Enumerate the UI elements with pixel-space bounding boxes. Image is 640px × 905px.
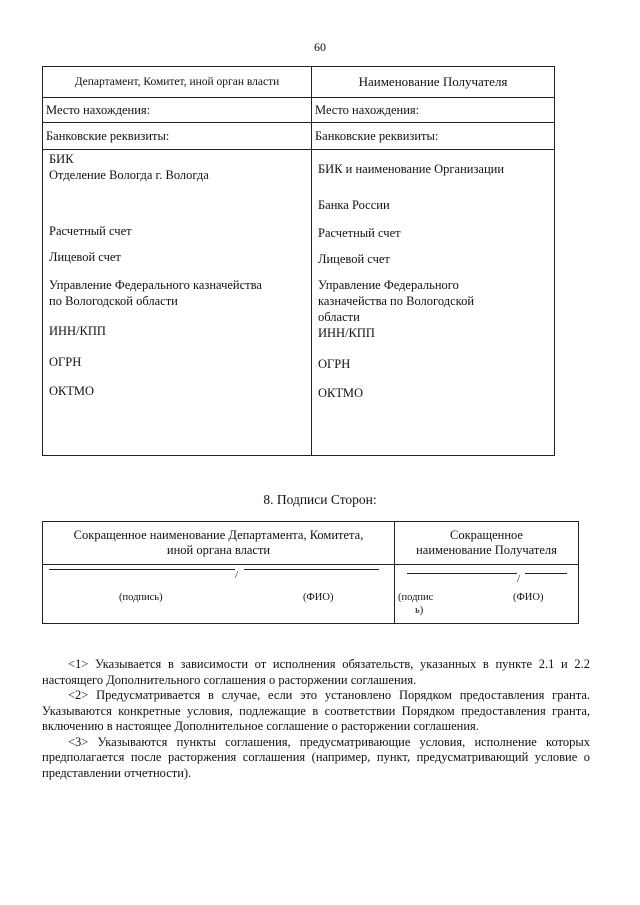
recipient-header-line-2: наименование Получателя: [416, 543, 557, 557]
left-treasury-line-2: по Вологодской области: [49, 294, 178, 308]
right-treasury-line-3: области: [318, 310, 360, 324]
department-sign-caption: (подпись): [119, 592, 163, 603]
recipient-slash: /: [517, 573, 521, 585]
location-row: [43, 98, 555, 123]
department-signature-line: [49, 569, 235, 570]
footnote-2: <2> Предусматривается в случае, если это установлено Порядком предоставления гранта. Указываются конкретные условия, подлежащие в соответствии Порядком предоставления гранта, включению в настоящее Дополнительное соглашение о расторжении соглашения.: [42, 688, 590, 733]
left-bik: БИК: [49, 152, 74, 166]
right-ogrn: ОГРН: [318, 357, 351, 371]
bank-right: Банковские реквизиты:: [312, 123, 555, 150]
recipient-signature-line: [407, 573, 517, 574]
department-fio-caption: (ФИО): [303, 592, 334, 603]
bank-left: Банковские реквизиты:: [43, 123, 312, 150]
left-branch: Отделение Вологда г. Вологда: [49, 168, 209, 182]
footnote-1: <1> Указывается в зависимости от исполнения обязательств, указанных в пункте 2.1 и 2.2 настоящего Дополнительного соглашения о расторжении соглашения.: [42, 657, 590, 687]
right-bik: БИК и наименование Организации: [318, 162, 505, 176]
department-signature-cell: [43, 565, 395, 624]
recipient-details: [315, 152, 551, 452]
recipient-fio-line: [525, 573, 567, 574]
department-fio-line: [244, 569, 379, 570]
left-inn-kpp: ИНН/КПП: [49, 324, 106, 338]
left-ogrn: ОГРН: [49, 355, 82, 369]
left-settlement-account: Расчетный счет: [49, 224, 132, 238]
requisites-header-row: [43, 67, 555, 98]
right-treasury-line-1: Управление Федерального: [318, 278, 459, 292]
recipient-fio-caption: (ФИО): [513, 592, 544, 603]
footnote-3: <3> Указываются пункты соглашения, предусматривающие условия, исполнение которых предполагается после расторжения соглашения (например, пункт, предусматривающий условие о представлении отчетности).: [42, 734, 590, 780]
details-row: [43, 150, 555, 456]
right-bank-of-russia: Банка России: [318, 198, 390, 212]
left-personal-account: Лицевой счет: [49, 250, 121, 264]
left-treasury-line-1: Управление Федерального казначейства: [49, 278, 262, 292]
location-right: Место нахождения:: [312, 98, 555, 123]
footnotes: [42, 657, 590, 781]
recipient-signature-cell: [395, 565, 579, 624]
department-header-line-1: Сокращенное наименование Департамента, Комитета,: [73, 528, 364, 542]
right-settlement-account: Расчетный счет: [318, 226, 401, 240]
right-personal-account: Лицевой счет: [318, 252, 390, 266]
right-oktmo: ОКТМО: [318, 386, 363, 400]
signature-department-header: [43, 522, 395, 565]
signatures-header-row: [43, 522, 579, 565]
requisites-table: [42, 66, 555, 456]
department-details: [46, 152, 308, 452]
right-inn-kpp: ИНН/КПП: [318, 326, 375, 340]
signatures-body-row: [43, 565, 579, 624]
header-recipient: Наименование Получателя: [312, 67, 555, 98]
signatures-table: [42, 521, 579, 624]
location-left: Место нахождения:: [43, 98, 312, 123]
signature-recipient-header: [395, 522, 579, 565]
recipient-sign-caption-2: ь): [415, 605, 424, 616]
right-treasury-line-2: казначейства по Вологодской: [318, 294, 475, 308]
page-number: 60: [314, 40, 326, 54]
recipient-header-line-1: Сокращенное: [450, 528, 523, 542]
department-slash: /: [235, 569, 239, 581]
left-oktmo: ОКТМО: [49, 384, 94, 398]
recipient-sign-caption-1: (подпис: [398, 592, 434, 603]
bank-details-row: [43, 123, 555, 150]
signatures-title: 8. Подписи Сторон:: [263, 492, 377, 507]
department-header-line-2: иной органа власти: [166, 543, 271, 557]
header-department: Департамент, Комитет, иной орган власти: [43, 67, 312, 98]
